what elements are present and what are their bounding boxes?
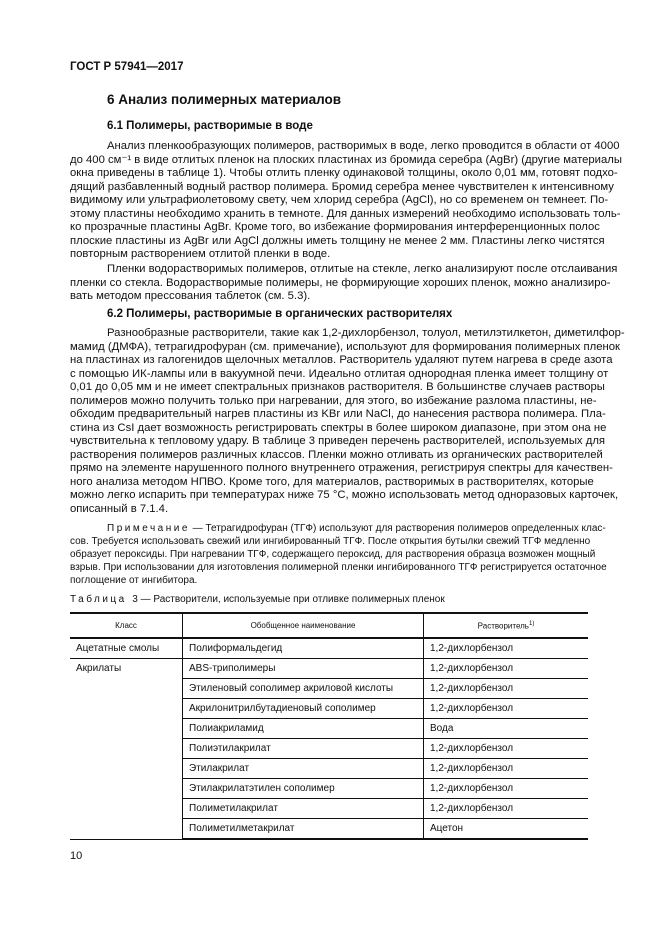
text-line: Разнообразные растворители, такие как 1,2-дихлорбензол, толуол, метилэтилкетон, диметилфор- — [107, 327, 625, 339]
page-number: 10 — [70, 850, 83, 862]
cell-name: Этиленовый сополимер акриловой кислоты — [183, 679, 424, 699]
footnote-mark: 1) — [528, 620, 535, 627]
paragraph-3 — [70, 327, 625, 516]
cell-solvent: 1,2-дихлорбензол — [424, 759, 589, 779]
table-caption — [70, 594, 445, 605]
header-solvent — [424, 613, 589, 638]
text-line: чувствительна к тепловому удару. В таблице 3 приведен перечень растворителей, используемых для — [70, 435, 606, 447]
text-line: мамид (ДМФА), тетрагидрофуран (см. примечание), используют для формирования полимерных пленок — [70, 340, 620, 353]
note-line: образует пероксиды. При нагревании ТГФ, содержащего пероксид, для растворения образца возможен мощный — [70, 549, 596, 560]
text-line: можно легко испарить при температурах ниже 75 °С, можно использовать метод одноразовых карточек, — [70, 489, 619, 501]
text-line: Пленки водорастворимых полимеров, отлитые на стекле, легко анализируют после отслаивания — [107, 263, 618, 275]
cell-class: Ацетатные смолы — [70, 638, 183, 659]
cell-solvent: 1,2-дихлорбензол — [424, 779, 589, 799]
text-line: обходим предварительный нагрев пластины из KBr или NaCl, до нанесения раствора полимера. Пла- — [70, 408, 606, 420]
section-title: 6 Анализ полимерных материалов — [107, 92, 342, 107]
cell-name: Этилакрилат — [183, 759, 424, 779]
cell-name: Акрилонитрилбутадиеновый сополимер — [183, 699, 424, 719]
note — [70, 522, 607, 587]
note-label: Примечание — [107, 523, 190, 534]
cell-name: Полиметилметакрилат — [183, 819, 424, 840]
cell-name: Полиэтилакрилат — [183, 739, 424, 759]
text-line: растворения полимеров различных классов. Пленки можно отливать из органических растворителей — [70, 448, 603, 461]
table-header-row — [70, 613, 588, 638]
cell-name: Полиакриламид — [183, 719, 424, 739]
cell-solvent: 1,2-дихлорбензол — [424, 739, 589, 759]
note-line: Примечание — Тетрагидрофуран (ТГФ) используют для растворения полимеров определенных клас- — [107, 523, 606, 534]
text-line: пленки со стекла. Водорастворимые полимеры, не формирующие хороших пленок, можно анализиро- — [70, 276, 611, 289]
header-class: Класс — [70, 613, 183, 638]
text-line: дящий разбавленный водный раствор полимера. Бромид серебра менее чувствителен к интенсивному — [70, 180, 614, 193]
cell-name: Полиформальдегид — [183, 638, 424, 659]
text-line: с помощью ИК-лампы или в вакуумной печи. Идеально отлитая однородная пленка имеет толщину от — [70, 367, 609, 380]
text-line: полимеров можно получить только при нагревании, для этого, во избежание разлома пластины, не- — [70, 394, 597, 407]
text-line: описанный в 7.1.4. — [70, 502, 169, 515]
table-label: Таблица — [70, 594, 127, 605]
cell-solvent: Ацетон — [424, 819, 589, 840]
text-line: ко прозрачные пластины AgBr. Кроме того, во избежание формирования интерференционных полос — [70, 221, 600, 233]
note-line: сов. Требуется использовать свежий или ингибированный ТГФ. После открытия бутылки свежий ТГФ медленно — [70, 536, 591, 547]
document-header: ГОСТ Р 57941—2017 — [70, 61, 184, 73]
text-line: плоские пластины из AgBr или AgCl должны иметь толщину не менее 2 мм. Пластины легко чистятся — [70, 234, 605, 247]
text-line: прямо на элементе нарушенного полного внутреннего отражения, регистрируя спектры для качествен- — [70, 462, 613, 474]
text-line: видимому или ультрафиолетовому свету, чем хлорид серебра (AgCl), но со временем он темнеет. По- — [70, 194, 609, 206]
text-line: повторным растворением отлитой пленки в воде. — [70, 248, 331, 260]
text-line: ного анализа методом НПВО. Кроме того, для материалов, растворимых в растворителях, которые — [70, 475, 594, 488]
text-line: Анализ пленкообразующих полимеров, растворимых в воде, легко проводится в области от 4000 — [107, 140, 620, 152]
table-row — [70, 659, 588, 679]
cell-class: Акрилаты — [70, 659, 183, 840]
text-line: 0,01 до 0,05 мм и не имеет спектральных признаков растворителя. В большинстве случаев растворы — [70, 381, 605, 393]
text-line: стина из CsI дает возможность регистрировать спектры в более широком диапазоне, при этом она не — [70, 421, 607, 434]
cell-name: ABS-триполимеры — [183, 659, 424, 679]
subsection-title-6-2: 6.2 Полимеры, растворимые в органических растворителях — [107, 308, 453, 320]
text-line: окна приведены в таблице 1). Чтобы отлить пленку одинаковой толщины, около 0,01 мм, готовят подхо- — [70, 167, 618, 179]
cell-solvent: 1,2-дихлорбензол — [424, 659, 589, 679]
cell-solvent: Вода — [424, 719, 589, 739]
paragraph-1 — [70, 140, 622, 262]
text-line: на пластинах из галогенидов щелочных металлов. Растворитель удаляют путем нагрева в среде азота — [70, 354, 613, 366]
table-row — [70, 638, 588, 659]
cell-name: Полиметилакрилат — [183, 799, 424, 819]
text-line: вать методом прессования таблеток (см. 5.3). — [70, 290, 311, 302]
paragraph-2 — [70, 263, 618, 304]
header-solvent-text: Растворитель — [477, 621, 529, 631]
header-name: Обобщенное наименование — [183, 613, 424, 638]
cell-solvent: 1,2-дихлорбензол — [424, 699, 589, 719]
cell-name: Этилакрилатэтилен сополимер — [183, 779, 424, 799]
note-line: поглощение от ингибитора. — [70, 575, 198, 586]
cell-solvent: 1,2-дихлорбензол — [424, 679, 589, 699]
note-line: взрыв. При использовании для изготовления полимерной пленки ингибированного ТГФ регистрируется остаточное — [70, 562, 607, 573]
cell-solvent: 1,2-дихлорбензол — [424, 799, 589, 819]
cell-solvent: 1,2-дихлорбензол — [424, 638, 589, 659]
text-line: этому пластины необходимо хранить в темноте. Для данных измерений необходимо использовать толь- — [70, 207, 621, 220]
table-caption-text: 3 — Растворители, используемые при отливке полимерных пленок — [132, 594, 445, 605]
solvents-table — [70, 612, 588, 840]
subsection-title-6-1: 6.1 Полимеры, растворимые в воде — [107, 120, 313, 132]
text-line: до 400 см⁻¹ в виде отлитых пленок на плоских пластинах из бромида серебра (AgBr) (другие материалы — [70, 153, 622, 166]
